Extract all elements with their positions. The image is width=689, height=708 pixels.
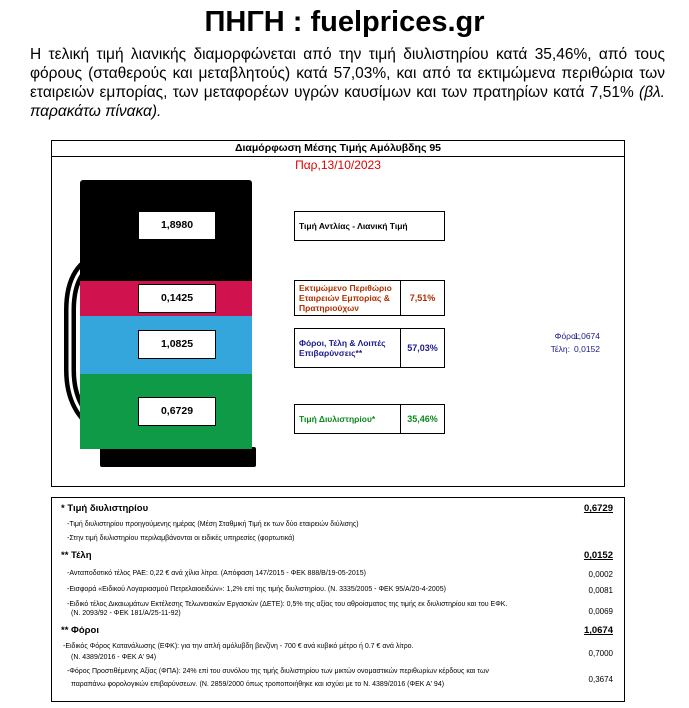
teli-item-ref: (Ν. 2093/92 - ΦΕΚ 181/Α/25-11-92): [71, 610, 181, 617]
retail-label: Τιμή Αντλίας - Λιανική Τιμή: [299, 221, 408, 231]
retail-value: 1,8980: [138, 211, 216, 240]
intro-italic: (βλ. παρακάτω πίνακα).: [30, 84, 665, 120]
side-foroi-label: Φόροι:: [554, 331, 580, 341]
teli-item-value: 0,0081: [588, 586, 613, 595]
margin-label: Εκτιμώμενο Περιθώριο Εταιρειών Εμπορίας & Πρατηριούχων: [299, 283, 392, 313]
foroi-header: ** Φόροι: [61, 625, 99, 636]
teli-total: 0,0152: [583, 550, 613, 561]
teli-item-value: 0,0069: [588, 607, 613, 616]
foroi-item-value: 0,7000: [588, 649, 613, 658]
chart-date: Παρ,13/10/2023: [295, 158, 381, 172]
teli-header: ** Τέλη: [61, 550, 92, 561]
taxes-label: Φόροι, Τέλη & Λοιπές Επιβαρύνσεις**: [299, 338, 386, 358]
refinery-note: -Τιμή διυλιστηρίου προηγούμενης ημέρας (Μέση Σταθμική Τιμή εκ των δύο εταιρειών διύλισης): [67, 521, 359, 528]
taxes-value: 1,0825: [138, 330, 216, 359]
side-teli-label: Τέλη:: [550, 344, 570, 354]
foroi-item-ref: παραπάνω φορολογικών επιβαρύνσεων. (Ν. 2859/2000 όπως τροποποιήθηκε και ισχύει με το Ν. 4389/2016 (ΦΕΚ Α' 94): [71, 681, 445, 688]
refinery-header: * Τιμή διυλιστηρίου: [61, 503, 149, 514]
teli-item: -Ειδικό τέλος Δικαιωμάτων Εκτέλεσης Τελωνειακών Εργασιών (ΔΕΤΕ): 0,5% της αξίας του αθροίσματος της τιμής εκ διυλιστηρίου και του ΕΦΚ.: [67, 601, 508, 608]
teli-item: -Εισφορά «Ειδικού Λογαριασμού Πετρελαιοειδών»: 1,2% επί της τιμής διυλιστηρίου. (Ν. 3335/2005 - ΦΕΚ 95/Α/20-4-2005): [67, 586, 446, 593]
refinery-total: 0,6729: [583, 503, 613, 514]
foroi-item-ref: (Ν. 4389/2016 - ΦΕΚ Α' 94): [71, 654, 157, 661]
pump-base: [100, 447, 256, 467]
side-foroi-value: 1,0674: [574, 331, 600, 341]
margin-value: 0,1425: [138, 284, 216, 313]
taxes-pct: 57,03%: [400, 329, 444, 367]
foroi-item: -Ειδικός Φόρος Κατανάλωσης (ΕΦΚ): για την απλή αμόλυβδη βενζίνη - 700 € ανά κυβικό μέτρο ή 0.7 € ανά λίτρο.: [63, 643, 414, 650]
foroi-total: 1,0674: [583, 625, 613, 636]
intro-paragraph: [30, 45, 665, 121]
intro-text: Η τελική τιμή λιανικής διαμορφώνεται από την τιμή διυλιστηρίου κατά 35,46%, από τους φόρους (σταθερούς και μεταβλητούς) κατά 57,03%, και από τα εκτιμώμενα περιθώρια των εταιρειών εμπορίας, των μεταφορέων υγρών καυσίμων και των πρατηρίων κατά 7,51%: [30, 46, 665, 101]
refinery-note: -Στην τιμή διυλιστηρίου περιλαμβάνονται οι ειδικές υπηρεσίες (φορτωτικά): [67, 535, 295, 542]
foroi-item: -Φόρος Προστιθέμενης Αξίας (ΦΠΑ): 24% επί του συνόλου της τιμής διυλιστηρίου των μικτών ονομαστικών περιθωρίων κέρδους και των: [67, 668, 489, 675]
margin-pct: 7,51%: [400, 281, 444, 315]
teli-item-value: 0,0002: [588, 570, 613, 579]
chart-heading: Διαμόρφωση Μέσης Τιμής Αμόλυβδης 95: [51, 140, 625, 157]
refinery-label: Τιμή Διυλιστηρίου*: [299, 414, 376, 424]
retail-label-box: [294, 211, 445, 241]
refinery-label-box: [294, 404, 445, 434]
margin-label-box: [294, 280, 445, 316]
foroi-item-value: 0,3674: [588, 675, 613, 684]
page-title: ΠΗΓΗ : fuelprices.gr: [204, 6, 485, 38]
taxes-label-box: [294, 328, 445, 368]
teli-item: -Ανταποδοτικό τέλος ΡΑΕ: 0,22 € ανά χίλια λίτρα. (Απόφαση 147/2015 - ΦΕΚ 888/Β/19-05-2015): [67, 570, 366, 577]
refinery-pct: 35,46%: [400, 405, 444, 433]
refinery-value: 0,6729: [138, 397, 216, 426]
side-teli-value: 0,0152: [574, 344, 600, 354]
